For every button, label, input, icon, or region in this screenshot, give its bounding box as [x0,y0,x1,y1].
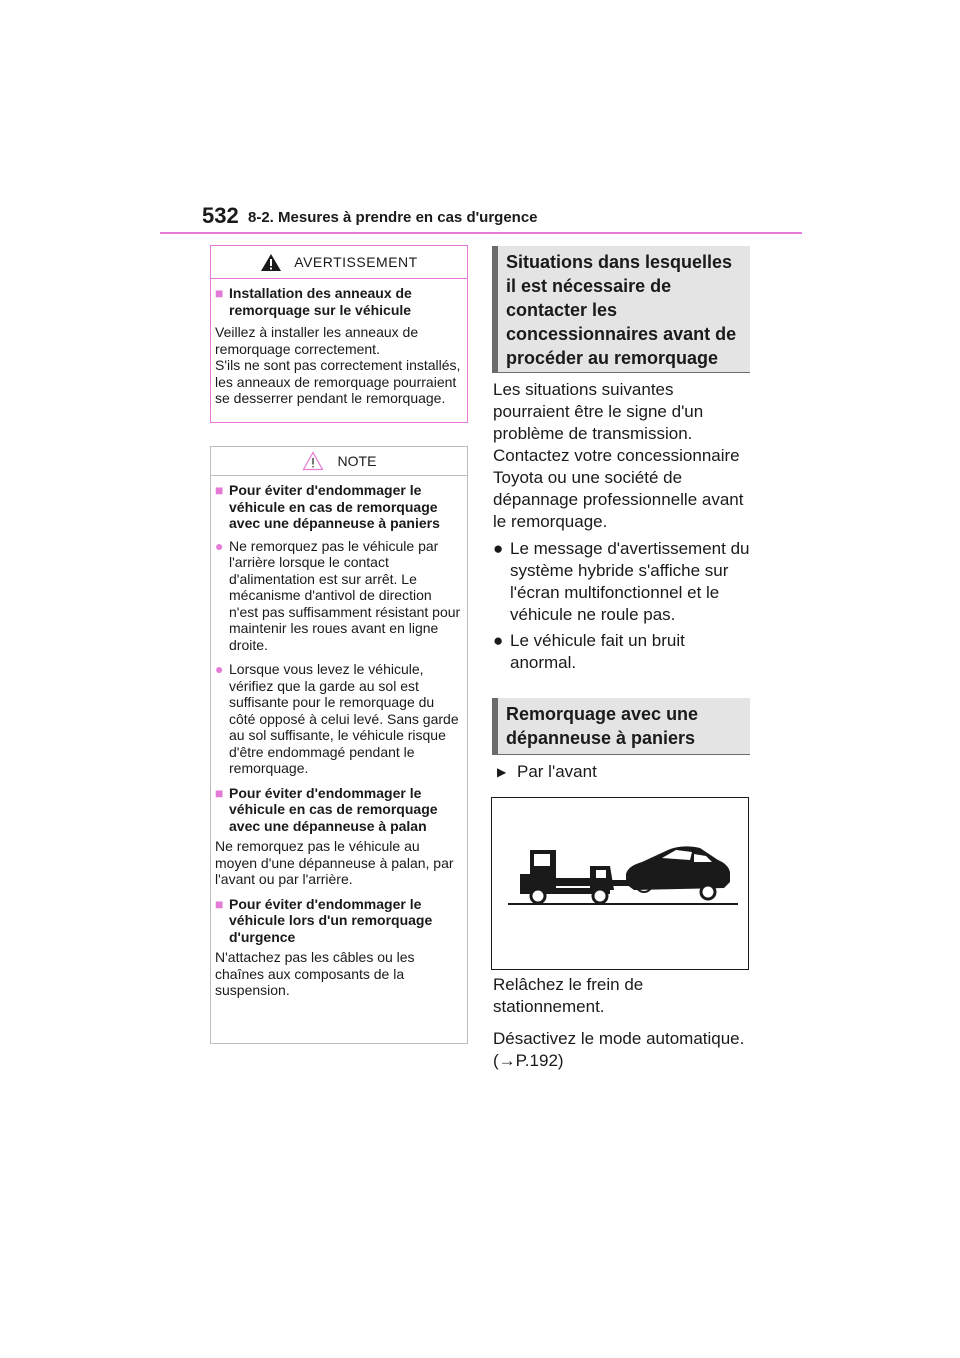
round-bullet-icon: ● [215,661,224,677]
square-bullet-icon: ■ [215,784,224,801]
note-paragraph-2: Ne remorquez pas le véhicule au moyen d'une dépanneuse à palan, par l'avant ou par l'arrière. [215,838,454,887]
section-rule-1 [492,372,750,373]
black-bullet-icon: ● [493,631,504,650]
note-heading-3: ■ Pour éviter d'endommager le véhicule lors d'un remorquage d'urgence [215,895,433,945]
note-box [210,446,468,1044]
warning-title: AVERTISSEMENT [294,254,418,270]
section-heading-2: Remorquage avec une dépanneuse à paniers [492,698,750,754]
note-heading-1: ■ Pour éviter d'endommager le véhicule en cas de remorquage avec une dépanneuse à paniers [215,482,440,531]
warning-text-2: S'ils ne sont pas correctement installés, les anneaux de remorquage pourraient se desserrer pendant le remorquage. [215,357,461,406]
note-paragraph-3: N'attachez pas les câbles ou les chaînes aux composants de la suspension. [215,949,415,998]
section-rule-2 [492,754,750,755]
chapter-title: 8-2. Mesures à prendre en cas d'urgence [248,209,538,226]
warning-text-1: Veillez à installer les anneaux de remorquage correctement. [215,324,419,357]
warning-triangle-icon [260,253,282,272]
warning-heading: ■ Installation des anneaux de remorquage sur le véhicule [215,285,412,318]
round-bullet-icon: ● [215,537,224,554]
page-header [0,0,960,240]
note-header [211,447,467,476]
square-bullet-icon: ■ [215,285,224,301]
header-rule [160,232,802,234]
section1-bullet-1: ● Le message d'avertissement du système hybride s'affiche sur l'écran multifonctionnel et le véhicule ne roule pas. [493,539,750,624]
square-bullet-icon: ■ [215,895,224,912]
tow-truck-figure [492,798,748,969]
warning-box [210,245,468,423]
caution-outline-icon [302,451,324,471]
page-number: 532 [202,203,239,228]
note-bullet-1: ● Ne remorquez pas le véhicule par l'arrière lorsque le contact d'alimentation est sur arrêt. Le mécanisme d'antivol de direction n'est pas suffisamment résistant pour maintenir les roues avant en ligne droite. [215,537,461,653]
section2-step-2: Désactivez le mode automatique. (→P.192) [493,1029,745,1070]
arrow-bullet-icon: ▶ [497,765,507,779]
section1-bullet-2: ● Le véhicule fait un bruit anormal. [493,631,685,672]
section-heading-1: Situations dans lesquelles il est nécessaire de contacter les concessionnaires avant de procéder au remorquage [492,246,750,372]
warning-header [211,246,467,279]
note-bullet-2: ● Lorsque vous levez le véhicule, vérifiez que la garde au sol est suffisante pour le remorquage du côté opposé à celui levé. Sans garde au sol suffisante, le véhicule risque d'être endommagé pendant le remorquage. [215,661,459,776]
note-title: NOTE [337,453,377,469]
section2-step-1: Relâchez le frein de stationnement. [493,975,644,1016]
section2-subhead: ▶ Par l'avant [493,761,753,783]
note-heading-2: ■ Pour éviter d'endommager le véhicule en cas de remorquage avec une dépanneuse à palan [215,784,438,834]
tow-truck-illustration [491,797,749,970]
black-bullet-icon: ● [493,539,504,558]
section1-intro: Les situations suivantes pourraient être le signe d'un problème de transmission. Contactez votre concessionnaire Toyota ou une société de dépannage professionnelle avant le remorquage. [493,380,744,531]
square-bullet-icon: ■ [215,482,224,498]
